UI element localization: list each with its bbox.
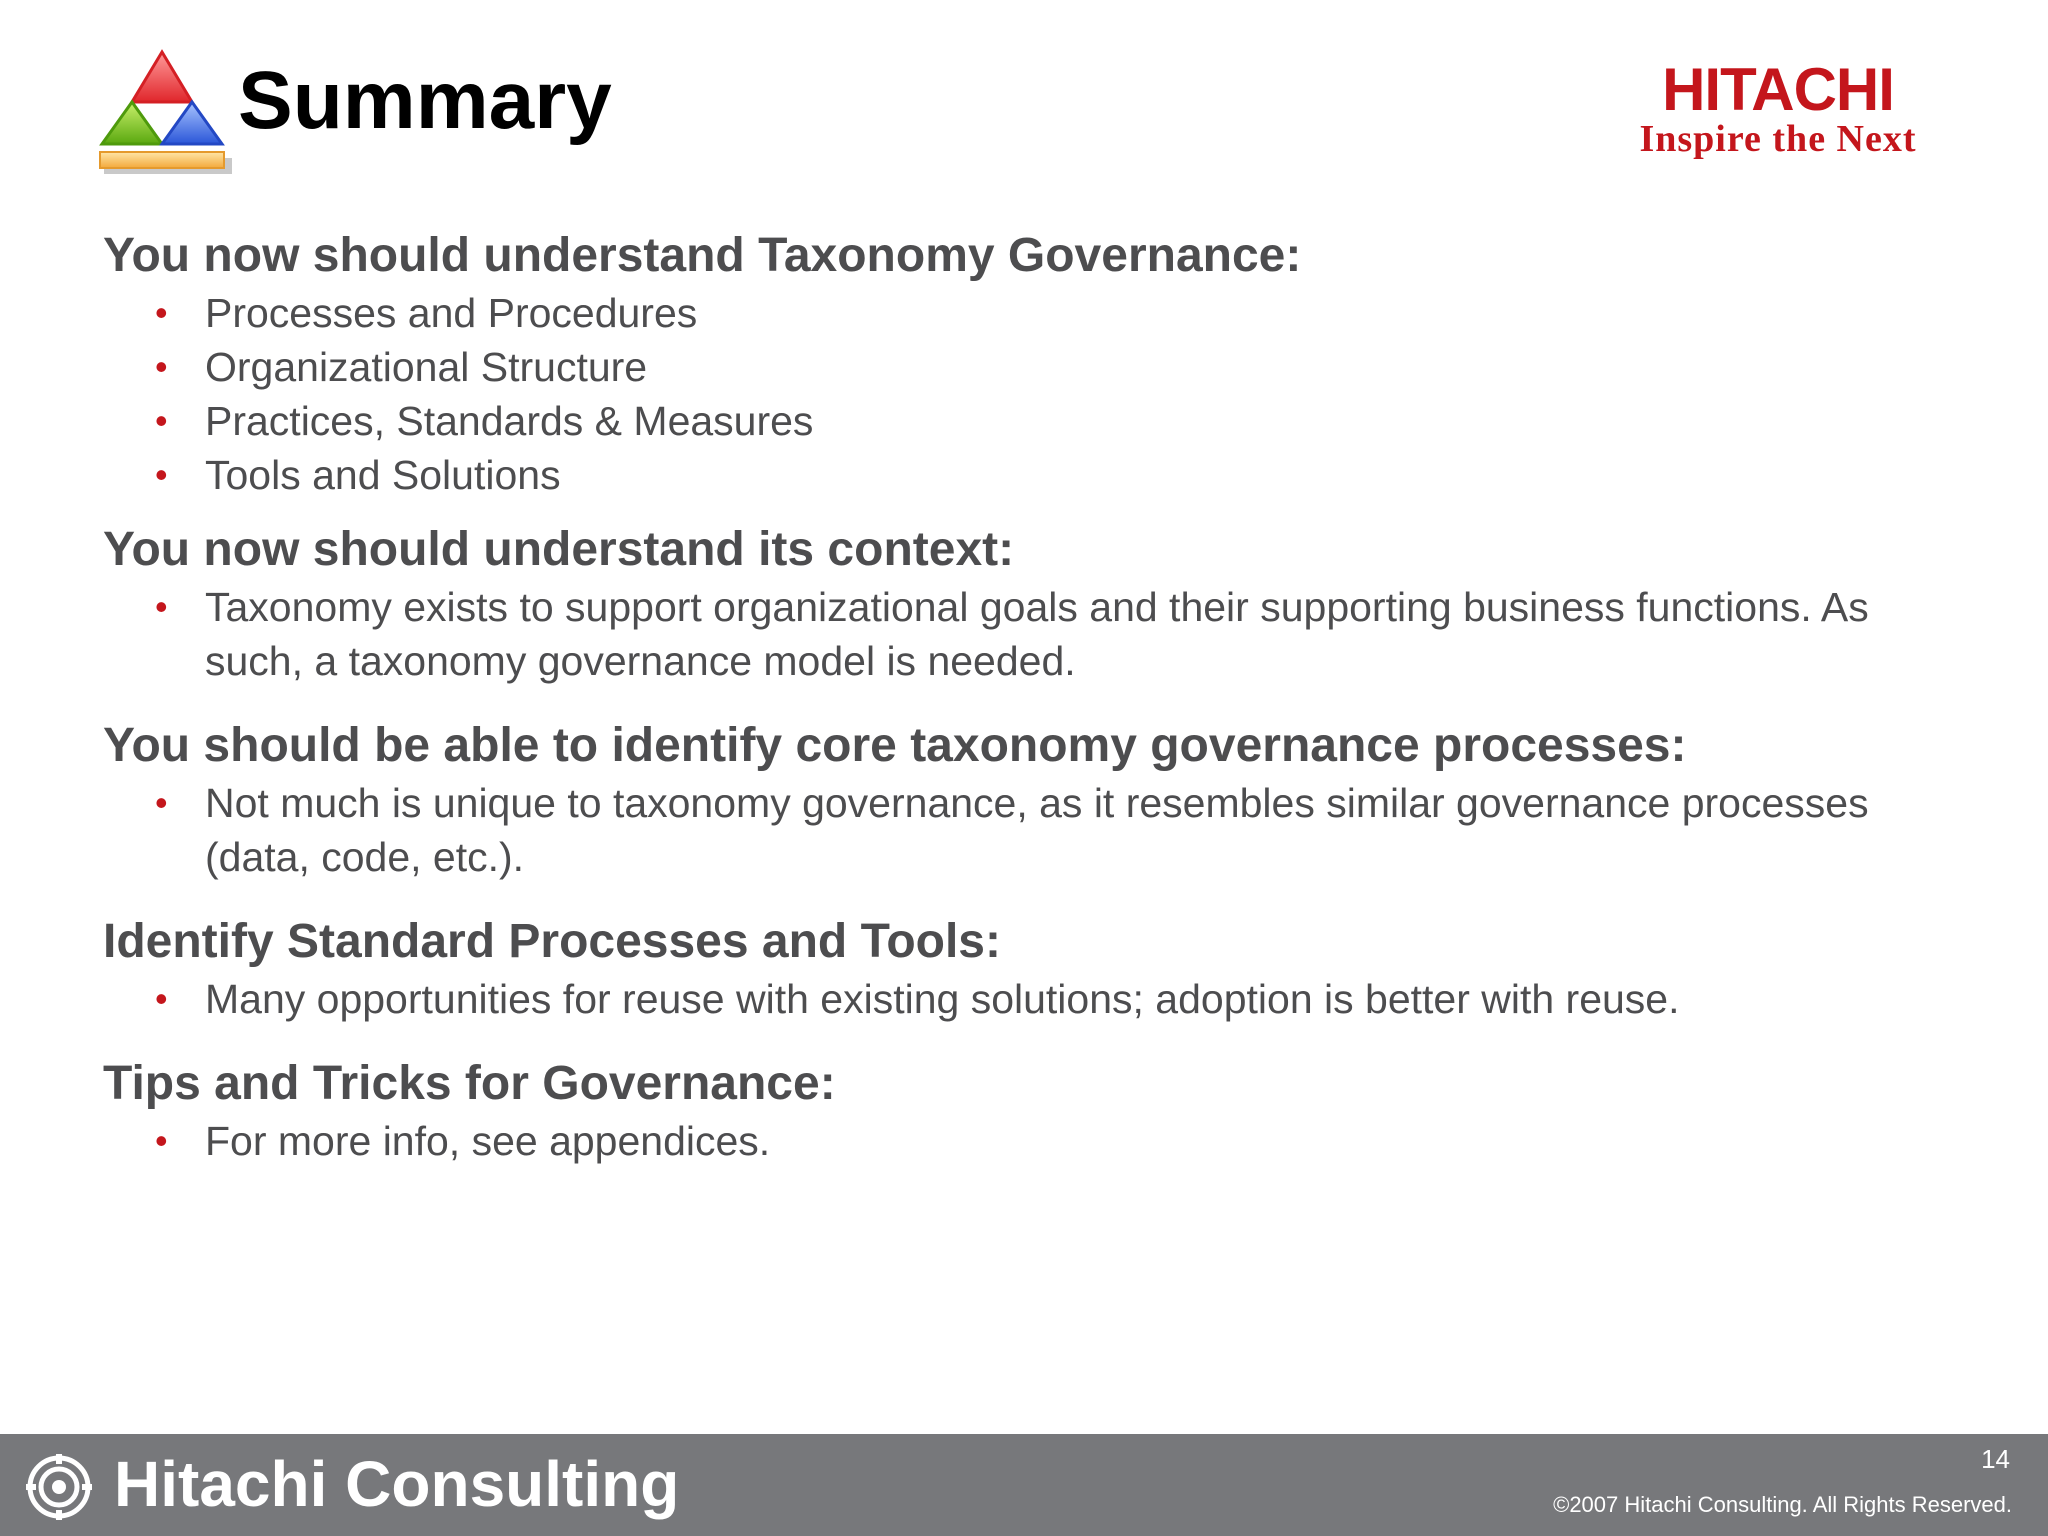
bullet-item bbox=[103, 340, 1963, 394]
hitachi-consulting-emblem-icon bbox=[26, 1454, 92, 1520]
bullet-dot-icon: • bbox=[155, 400, 168, 441]
bullet-item bbox=[103, 448, 1963, 502]
bullet-dot-icon: • bbox=[155, 782, 168, 823]
footer-bar bbox=[0, 1434, 2048, 1536]
brand-name: HITACHI bbox=[1662, 56, 1894, 123]
bullet-text: Many opportunities for reuse with existing solutions; adoption is better with reuse. bbox=[205, 976, 1680, 1022]
bullet-item bbox=[103, 286, 1963, 340]
section-heading: You now should understand Taxonomy Governance: bbox=[103, 229, 1302, 282]
section-tips bbox=[103, 1054, 1963, 1168]
slide-content bbox=[103, 226, 1963, 1168]
bullet-text: Tools and Solutions bbox=[205, 452, 561, 498]
triangles-logo-icon bbox=[98, 48, 232, 180]
bullet-text: For more info, see appendices. bbox=[205, 1118, 771, 1164]
bullet-text: Organizational Structure bbox=[205, 344, 648, 390]
bullet-list bbox=[103, 286, 1963, 502]
bullet-list bbox=[103, 776, 1963, 884]
bullet-dot-icon: • bbox=[155, 346, 168, 387]
bullet-text: Processes and Procedures bbox=[205, 290, 698, 336]
bullet-item bbox=[103, 394, 1963, 448]
footer-company-name: Hitachi Consulting bbox=[114, 1448, 680, 1520]
brand-tagline: Inspire the Next bbox=[1639, 118, 1917, 160]
bullet-list bbox=[103, 1114, 1963, 1168]
section-heading: Identify Standard Processes and Tools: bbox=[103, 915, 1001, 968]
page-number: 14 bbox=[1981, 1444, 2010, 1474]
section-standard-tools bbox=[103, 912, 1963, 1026]
section-core-processes bbox=[103, 716, 1963, 884]
bullet-item bbox=[103, 776, 1963, 884]
bullet-text: Not much is unique to taxonomy governance, as it resembles similar governance processes (data, code, etc.). bbox=[205, 780, 1869, 880]
hitachi-logo bbox=[1600, 56, 1956, 160]
bullet-item bbox=[103, 1114, 1963, 1168]
bullet-dot-icon: • bbox=[155, 454, 168, 495]
section-context bbox=[103, 520, 1963, 688]
section-heading: You now should understand its context: bbox=[103, 523, 1015, 576]
bullet-list bbox=[103, 580, 1963, 688]
bullet-dot-icon: • bbox=[155, 1120, 168, 1161]
bullet-text: Taxonomy exists to support organizational goals and their supporting business functions. As such, a taxonomy governance model is needed. bbox=[205, 584, 1869, 684]
bullet-text: Practices, Standards & Measures bbox=[205, 398, 814, 444]
section-heading: You should be able to identify core taxonomy governance processes: bbox=[103, 719, 1687, 772]
bullet-item bbox=[103, 580, 1963, 688]
bullet-item bbox=[103, 972, 1963, 1026]
bullet-dot-icon: • bbox=[155, 292, 168, 333]
bullet-dot-icon: • bbox=[155, 978, 168, 1019]
bullet-list bbox=[103, 972, 1963, 1026]
section-heading: Tips and Tricks for Governance: bbox=[103, 1057, 836, 1110]
bullet-dot-icon: • bbox=[155, 586, 168, 627]
copyright-notice: ©2007 Hitachi Consulting. All Rights Reserved. bbox=[1553, 1492, 2012, 1517]
section-governance bbox=[103, 226, 1963, 502]
page-title: Summary bbox=[238, 55, 612, 146]
